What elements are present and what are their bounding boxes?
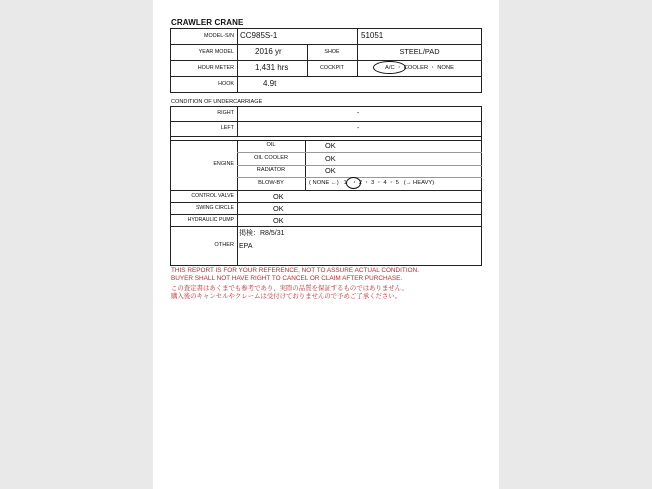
cockpit-selection-circle — [373, 61, 406, 74]
disclaimer-line-4: 購入後のキャンセルやクレームは受付けておりませんので予めご了承ください。 — [171, 293, 402, 300]
engine-label: ENGINE — [213, 161, 234, 167]
blowby-scale: ( NONE ←) 1 ・ 2 ・ 3 ・ 4 ・ 5 (→ HEAVY) — [309, 180, 435, 186]
disclaimer-line-2: BUYER SHALL NOT HAVE RIGHT TO CANCEL OR CLAIM AFTER PURCHASE. — [171, 275, 403, 282]
report-page — [153, 0, 499, 489]
radiator-label: RADIATOR — [256, 167, 286, 173]
shoe-value: STEEL/PAD — [399, 47, 440, 56]
control-valve-value: OK — [273, 192, 284, 201]
radiator-value: OK — [325, 166, 336, 175]
left-value: - — [357, 125, 360, 132]
oil-label: OIL — [266, 142, 276, 148]
oil-value: OK — [325, 141, 336, 150]
hour-meter-value: 1,431 hrs — [255, 63, 289, 72]
oil-cooler-value: OK — [325, 154, 336, 163]
undercarriage-heading: CONDITION OF UNDERCARRIAGE — [171, 99, 263, 105]
hour-meter-label: HOUR METER — [197, 65, 234, 71]
hydraulic-pump-label: HYDRAULIC PUMP — [187, 217, 234, 223]
shoe-label: SHOE — [324, 49, 340, 55]
serial-value: 51051 — [361, 31, 384, 40]
document-title: CRAWLER CRANE — [171, 18, 244, 27]
cockpit-label: COCKPIT — [320, 65, 344, 71]
swing-circle-label: SWING CIRCLE — [195, 205, 234, 211]
disclaimer-line-3: この査定書はあくまでも参考であり、実際の品質を保証するものではありません。 — [171, 285, 408, 292]
other-line-1: 掲検：R8/5/31 — [239, 230, 285, 237]
oil-cooler-label: OIL COOLER — [254, 155, 288, 161]
hook-value: 4.9t — [263, 79, 277, 88]
hydraulic-pump-value: OK — [273, 216, 284, 225]
other-line-2: EPA — [239, 243, 253, 250]
other-label: OTHER — [214, 242, 234, 248]
blowby-label: BLOW-BY — [258, 180, 284, 186]
right-label: RIGHT — [217, 110, 234, 116]
model-value: CC985S-1 — [240, 31, 278, 40]
right-value: - — [357, 110, 360, 117]
swing-circle-value: OK — [273, 204, 284, 213]
blowby-selection-circle — [346, 177, 361, 189]
year-label: YEAR MODEL — [198, 49, 234, 55]
disclaimer-line-1: THIS REPORT IS FOR YOUR REFERENCE, NOT TO ASSURE ACTUAL CONDITION. — [171, 267, 419, 274]
year-value: 2016 yr — [255, 47, 282, 56]
model-label: MODEL-S/N — [204, 33, 234, 39]
hook-label: HOOK — [218, 81, 234, 87]
cockpit-value: A/C ・ COOLER ・ NONE — [385, 65, 454, 71]
control-valve-label: CONTROL VALVE — [191, 193, 234, 199]
left-label: LEFT — [220, 125, 234, 131]
